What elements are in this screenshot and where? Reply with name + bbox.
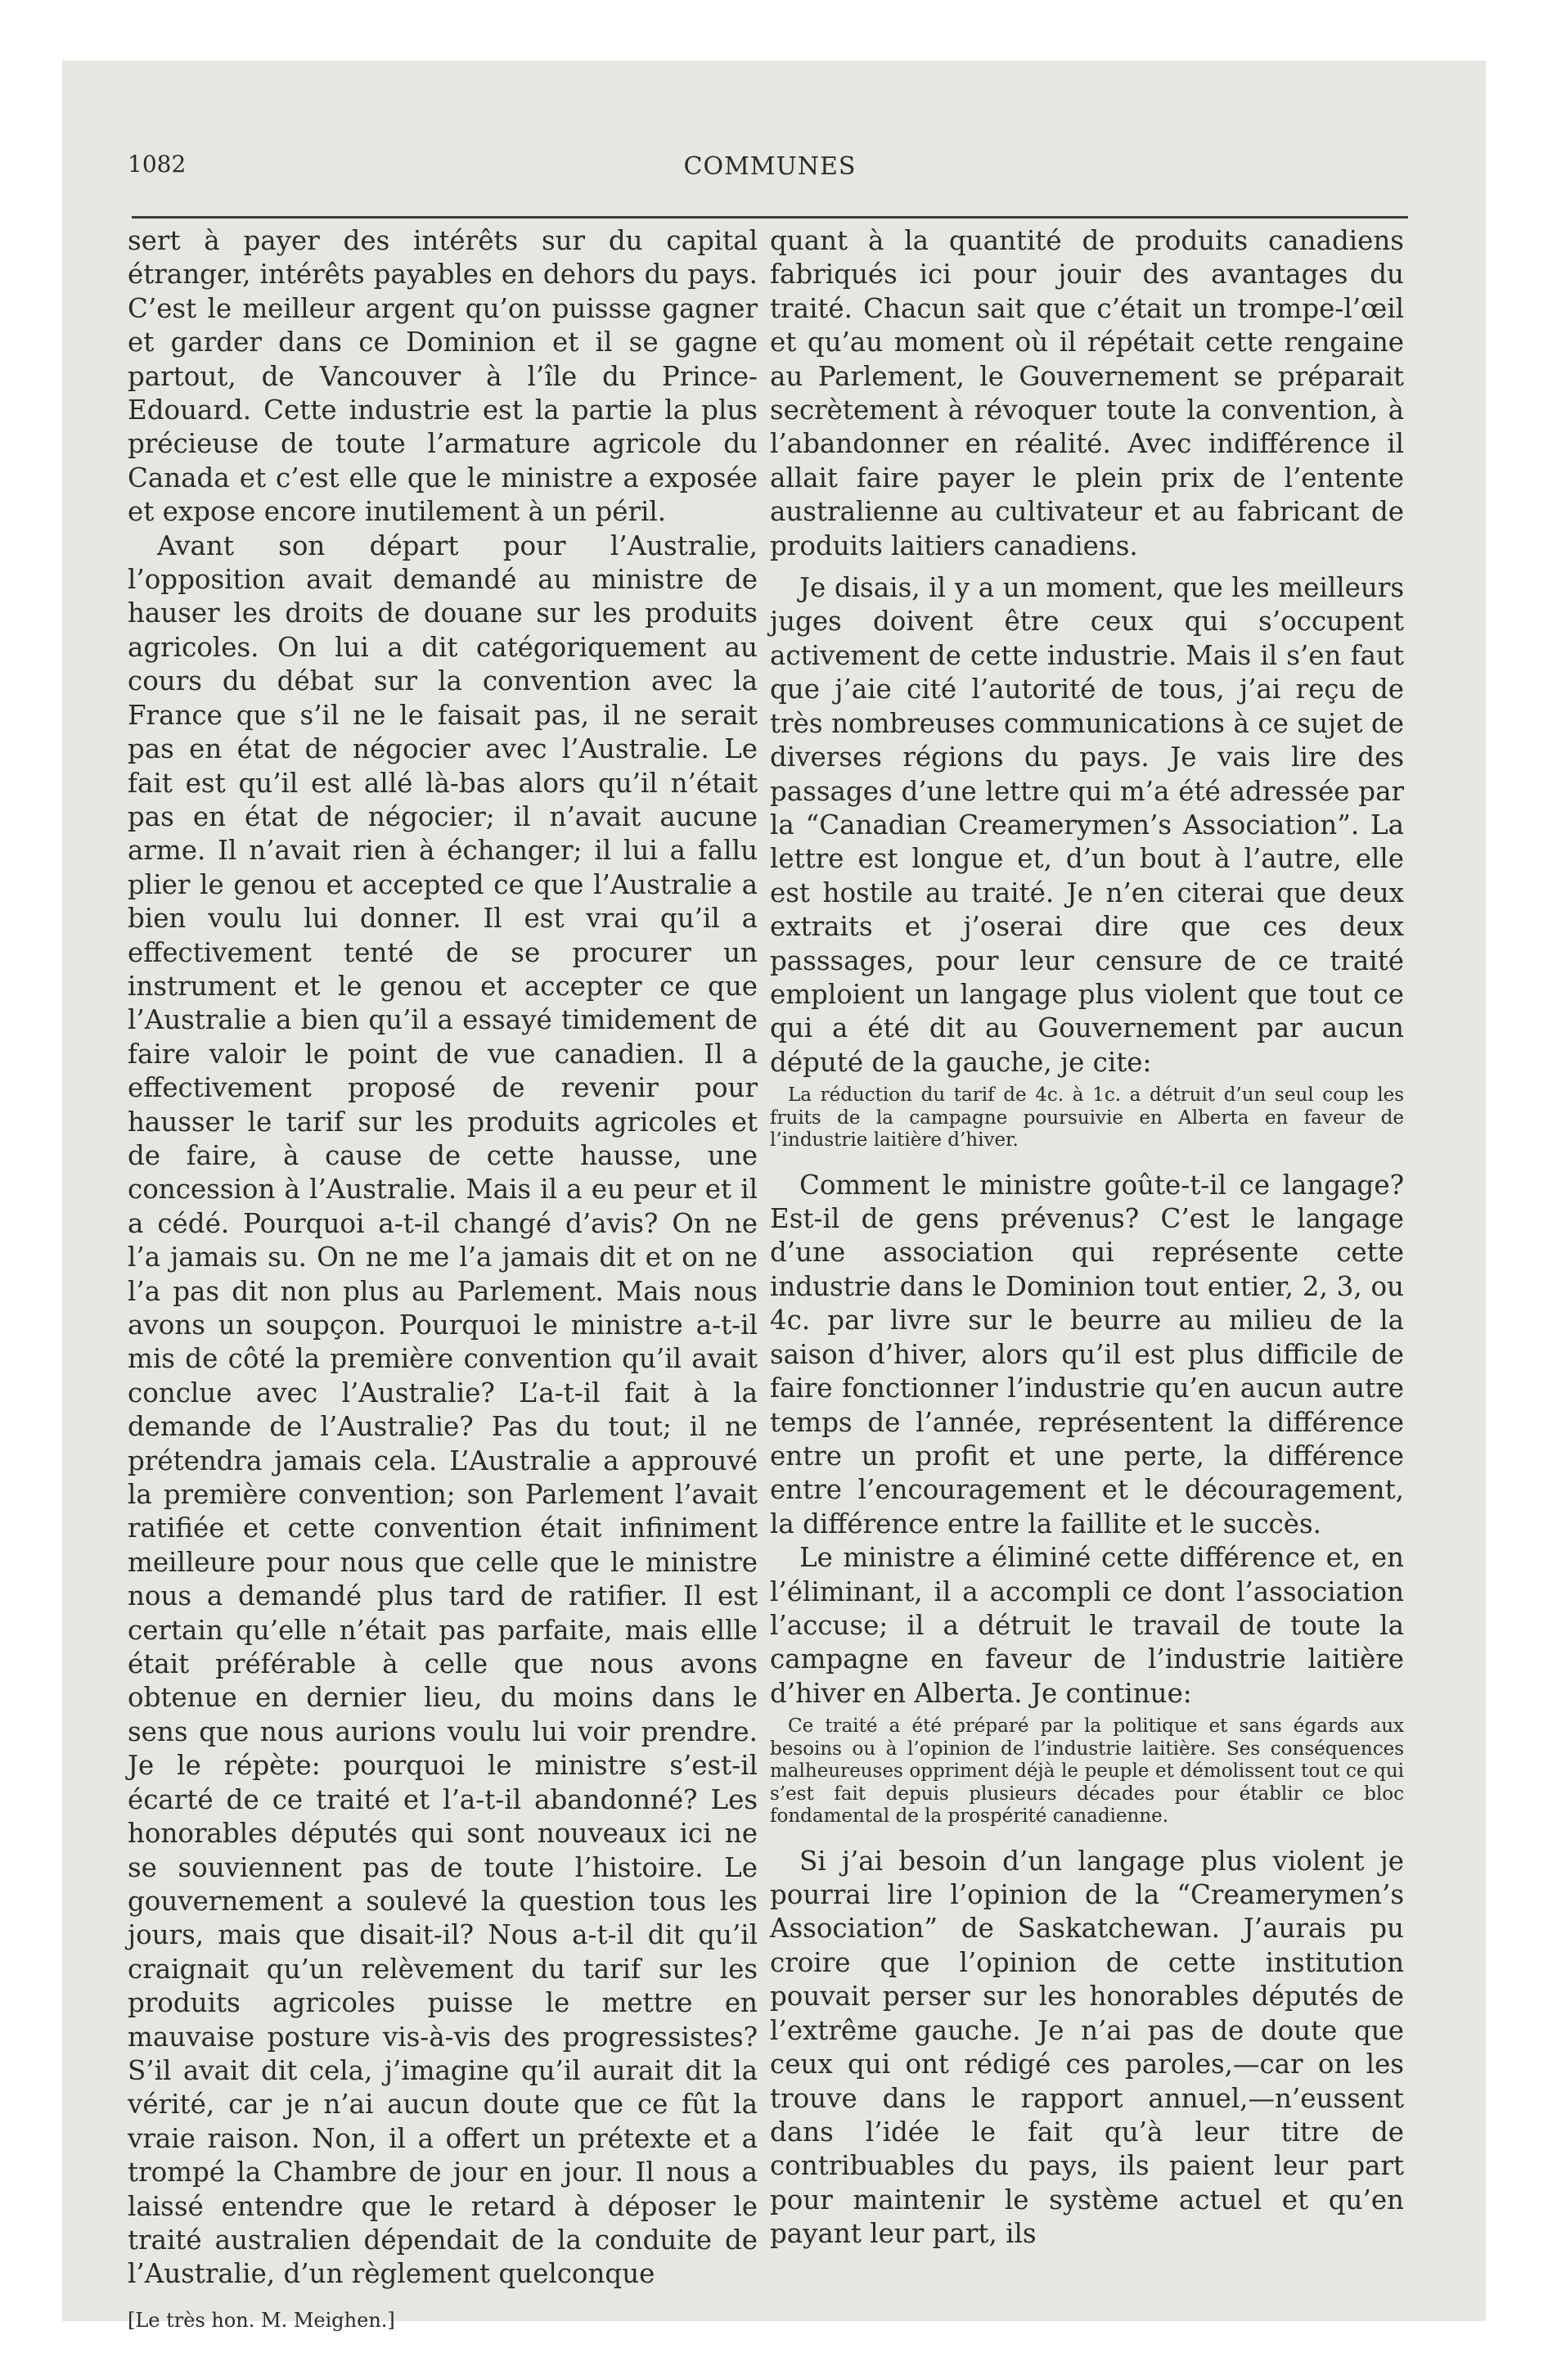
page-sheet — [62, 61, 1486, 2332]
left-column — [128, 224, 758, 2333]
running-title: COMMUNES — [683, 152, 857, 181]
paragraph: Avant son départ pour l’Australie, l’opposition avait demandé au ministre de hauser les droits de douane sur les produits agricoles. On lui a dit catégoriquement au cours du débat sur la convention avec la France que s’il ne le faisait pas, il ne serait pas en état de négocier avec l’Australie. Le fait est qu’il est allé là-bas alors qu’il n’était pas en état de négocier; il n’avait aucune arme. Il n’avait rien à échanger; il lui a fallu plier le genou et accepted ce que l’Australie a bien voulu lui donner. Il est vrai qu’il a effectivement tenté de se procurer un instrument et le genou et accepter ce que l’Australie a bien qu’il a essayé timidement de faire valoir le point de vue canadien. Il a effectivement proposé de revenir pour hausser le tarif sur les produits agricoles et de faire, à cause de cette hausse, une concession à l’Australie. Mais il a eu peur et il a cédé. Pourquoi a-t-il changé d’avis? On ne l’a jamais su. On ne me l’a jamais dit et on ne l’a pas dit non plus au Parlement. Mais nous avons un soupçon. Pourquoi le ministre a-t-il mis de côté la première convention qu’il avait conclue avec l’Australie? L’a-t-il fait à la demande de l’Australie? Pas du tout; il ne prétendra jamais cela. L’Australie a approuvé la première convention; son Parlement l’avait ratifiée et cette convention était infiniment meilleure pour nous que celle que le ministre nous a demandé plus tard de ratifier. Il est certain qu’elle n’était pas parfaite, mais ellle était préférable à celle que nous avons obtenue en dernier lieu, du moins dans le sens que nous aurions voulu lui voir prendre. Je le répète: pourquoi le ministre s’est-il écarté de ce traité et l’a-t-il abandonné? Les honorables députés qui sont nouveaux ici ne se souviennent pas de toute l’histoire. Le gouvernement a soulevé la question tous les jours, mais que disait-il? Nous a-t-il dit qu’il craignait qu’un relèvement du tarif sur les produits agricoles puisse le mettre en mauvaise posture vis-à-vis des progressistes? S’il avait dit cela, j’imagine qu’il aurait dit la vérité, car je n’ai aucun doute que ce fût la vraie raison. Non, il a offert un prétexte et a trompé la Chambre de jour en jour. Il nous a laissé entendre que le retard à déposer le traité australien dépendait de la conduite de l’Australie, d’un règlement quelconque — [128, 530, 758, 2290]
paragraph: Je disais, il y a un moment, que les meilleurs juges doivent être ceux qui s’occupent activement de cette industrie. Mais il s’en faut que j’aie cité l’autorité de tous, j’ai reçu de très nombreuses communications à ce sujet de diverses régions du pays. Je vais lire des passages d’une lettre qui m’a été adressée par la “Canadian Creamerymen’s Association”. La lettre est longue et, d’un bout à l’autre, elle est hostile au traité. Je n’en citerai que deux extraits et j’oserai dire que ces deux passsages, pour leur censure de ce traité emploient un langage plus violent que tout ce qui a été dit au Gouvernement par aucun député de la gauche, je cite: — [770, 572, 1404, 1078]
right-column — [770, 224, 1404, 2252]
block-quote: Ce traité a été préparé par la politique et sans égards aux besoins ou à l’opinion de l’industrie laitière. Ses conséquences malheureuses oppriment déjà le peuple et démolissent tout ce qui s’est fait depuis plusieurs décades pour établir ce bloc fondamental de la prospérité canadienne. — [770, 1715, 1404, 1828]
paragraph: sert à payer des intérêts sur du capital étranger, intérêts payables en dehors du pays. C’est le meilleur argent qu’on puissse gagner et garder dans ce Dominion et il se gagne partout, de Vancouver à l’île du Prince-Edouard. Cette industrie est la partie la plus précieuse de toute l’armature agricole du Canada et c’est elle que le ministre a exposée et expose encore inutilement à un péril. — [128, 225, 758, 528]
block-quote: La réduction du tarif de 4c. à 1c. a détruit d’un seul coup les fruits de la campagne poursuivie en Alberta en faveur de l’industrie laitière d’hiver. — [770, 1084, 1404, 1152]
speaker-footer: [Le très hon. M. Meighen.] — [128, 2308, 395, 2332]
page-number: 1082 — [128, 151, 187, 178]
header-rule — [132, 216, 1408, 219]
page-header — [128, 151, 1412, 200]
paragraph: quant à la quantité de produits canadiens fabriqués ici pour jouir des avantages du traité. Chacun sait que c’était un trompe-l’œil et qu’au moment où il répétait cette rengaine au Parlement, le Gouvernement se préparait secrètement à révoquer toute la convention, à l’abandonner en réalité. Avec indifférence il allait faire payer le plein prix de l’entente australienne au cultivateur et au fabricant de produits laitiers canadiens. — [770, 225, 1404, 561]
paragraph: Le ministre a éliminé cette différence et, en l’éliminant, il a accompli ce dont l’association l’accuse; il a détruit le travail de toute la campagne en faveur de l’industrie laitière d’hiver en Alberta. Je continue: — [770, 1542, 1404, 1709]
paragraph: Comment le ministre goûte-t-il ce langage? Est-il de gens prévenus? C’est le langage d’une association qui représente cette industrie dans le Dominion tout entier, 2, 3, ou 4c. par livre sur le beurre au milieu de la saison d’hiver, alors qu’il est plus difficile de faire fonctionner l’industrie qu’en aucun autre temps de l’année, représentent la différence entre un profit et une perte, la différence entre l’encouragement et le découragement, la différence entre la faillite et le succès. — [770, 1169, 1404, 1539]
paragraph: Si j’ai besoin d’un langage plus violent je pourrai lire l’opinion de la “Creamerymen’s Association” de Saskatchewan. J’aurais pu croire que l’opinion de cette institution pouvait perser sur les honorables députés de l’extrême gauche. Je n’ai pas de doute que ceux qui ont rédigé ces paroles,—car on les trouve dans le rapport annuel,—n’eussent dans l’idée le fait qu’à leur titre de contribuables du pays, ils paient leur part pour maintenir le système actuel et qu’en payant leur part, ils — [770, 1845, 1404, 2250]
